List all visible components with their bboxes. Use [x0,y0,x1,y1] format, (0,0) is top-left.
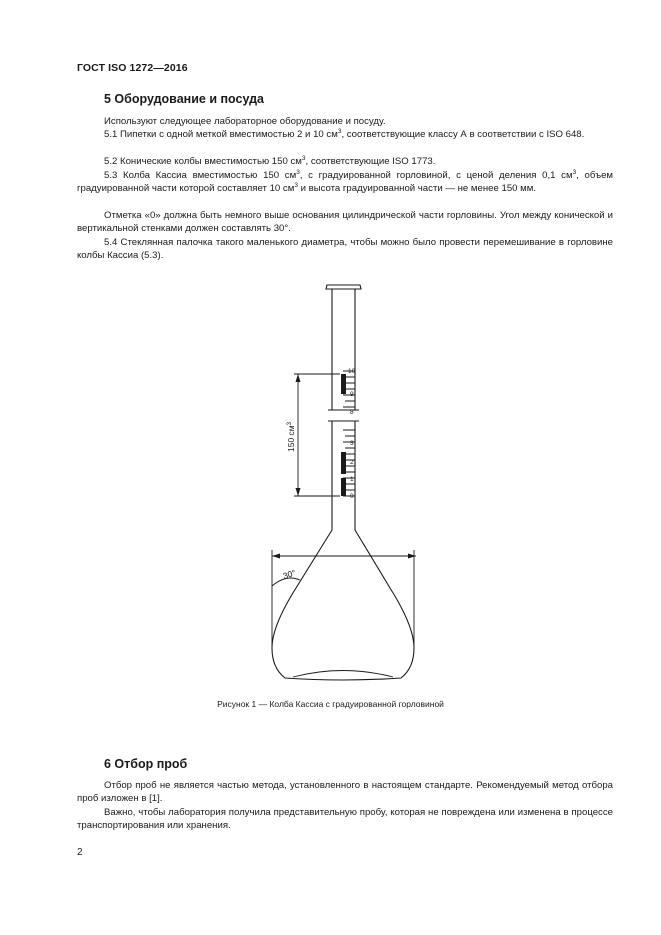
scale-bar-lower [341,452,346,474]
scale-number: 1 [350,476,354,483]
scale-number: 8 [350,409,354,416]
superscript: 3 [296,168,300,176]
paragraph-5-3-text-a: 5.3 Колба Кассиа вместимостью 150 см [104,170,297,181]
scale-number: 2 [350,459,354,466]
scale-number: 9 [350,391,354,398]
section-5-title: 5 Оборудование и посуда [104,92,264,106]
angle-arrow-right [408,554,416,559]
paragraph-5-1-text-b: , соответствующие классу А в соответствии с ISO 648. [341,129,585,140]
paragraph-5-3-text-d: и высота градуированной части — не менее 150 мм. [297,183,537,195]
figure-caption: Рисунок 1 — Колба Кассиа с градуированной горловиной [217,699,444,709]
document-header: ГОСТ ISO 1272—2016 [77,62,188,74]
flask-body [272,530,414,680]
angle-label: 30° [281,567,297,581]
paragraph-5-2-text-b: , соответствующие ISO 1773. [305,156,436,167]
paragraph-5-2-text-a: 5.2 Конические колбы вместимостью 150 см [104,156,302,167]
paragraph-5-3-text-c: , объем градуированной части которой составляет 10 см [77,170,613,195]
paragraph-zero-mark: Отметка «0» должна быть немного выше основания цилиндрической части горловины. Угол между конической и вертикальной стенками должен составлять 30°. [77,210,613,235]
dimension-label-text: 150 см [286,425,296,452]
superscript: 3 [337,127,342,135]
section-6-paragraph-1: Отбор проб не является частью метода, установленного в настоящем стандарте. Рекомендуемый метод отбора проб изложен в [1]. [77,780,613,805]
section-6-paragraph-2: Важно, чтобы лаборатория получила представительную пробу, которая не повреждена или изменена в процессе транспортирования или хранения. [77,807,613,832]
scale-number: 10 [348,368,356,375]
dimension-label [286,421,296,452]
section-6-title: 6 Отбор проб [104,757,188,771]
dimension-arrow-top [296,374,301,382]
scale-number: 3 [350,440,354,447]
flask-bottom [293,671,393,678]
paragraph-5-3-text-b: , с градуированной горловиной, с ценой деления 0,1 см [299,170,573,181]
dimension-arrow-bottom [296,488,301,496]
scale-bar-lower [341,478,346,496]
flask-rim [326,285,361,289]
superscript: 3 [572,168,577,176]
paragraph-5-4: 5.4 Стеклянная палочка такого маленького диаметра, чтобы можно было провести перемешивание в горловине колбы Кассиа (5.3). [77,237,613,262]
scale-number: 0 [350,493,354,500]
scale-bar-upper [341,374,346,394]
angle-arrow-left [272,554,280,559]
section-5-intro: Используют следующее лабораторное оборудование и посуду. [104,116,386,127]
paragraph-5-1-text-a: 5.1 Пипетки с одной меткой вместимостью 2 и 10 см [104,129,338,140]
superscript: 3 [294,182,298,190]
superscript: 3 [301,154,306,162]
page-number: 2 [77,847,83,858]
dimension-label-sup: 3 [287,422,293,426]
